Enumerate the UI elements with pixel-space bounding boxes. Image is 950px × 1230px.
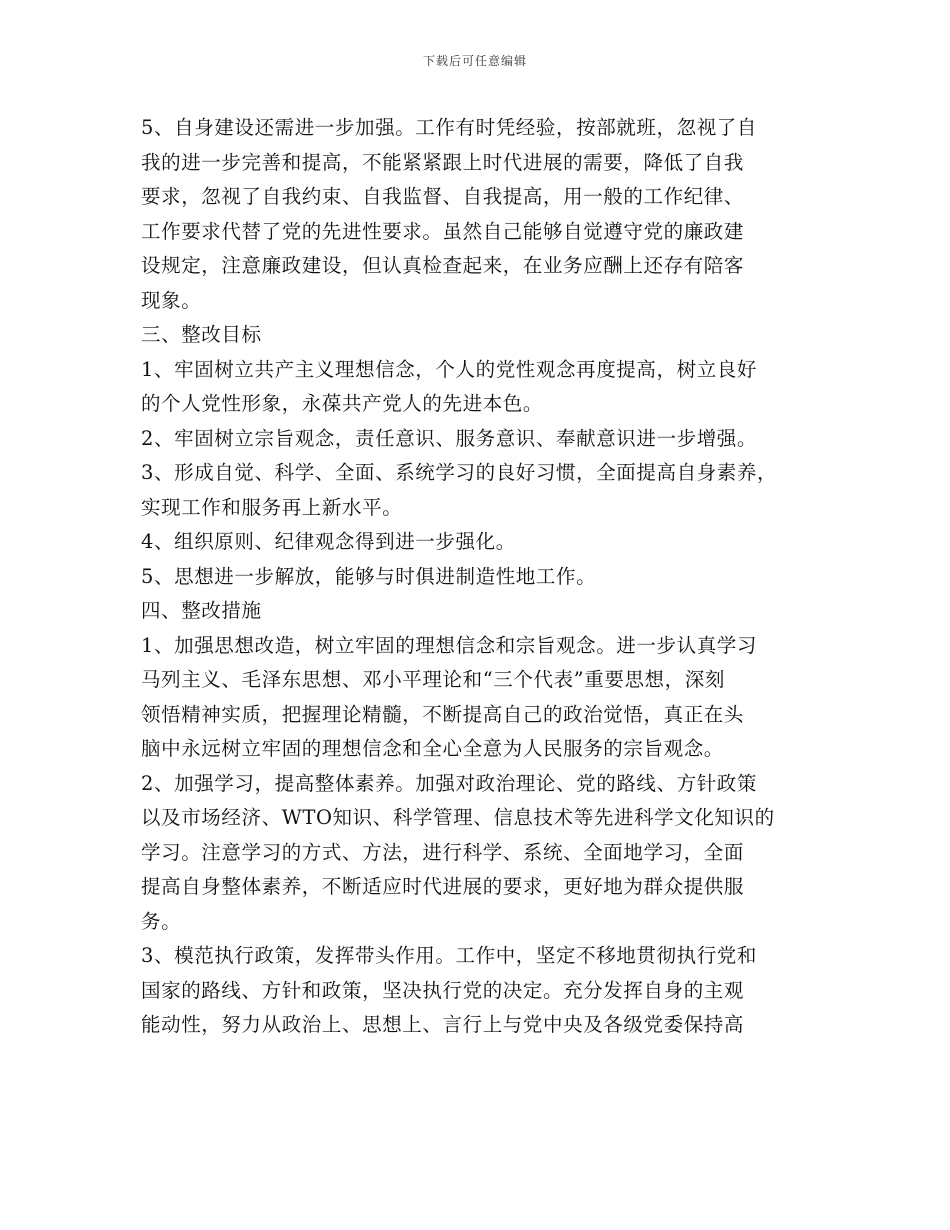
section-heading: 三、整改目标 [141, 323, 262, 346]
text-line: 脑中永远树立牢固的理想信念和全心全意为人民服务的宗旨观念。 [141, 737, 724, 760]
text-line: 我的进一步完善和提高，不能紧紧跟上时代进展的需要，降低了自我 [141, 150, 745, 174]
text-line: 要求，忽视了自我约束、自我监督、自我提高，用一般的工作纪律、 [141, 185, 745, 208]
text-line: 工作要求代替了党的先进性要求。虽然自己能够自觉遵守党的廉政建 [141, 219, 745, 243]
page-header-note: 下载后可任意编辑 [422, 54, 527, 68]
text-line: 1、加强思想改造，树立牢固的理想信念和宗旨观念。进一步认真学习 [141, 633, 758, 657]
text-line: 2、加强学习，提高整体素养。加强对政治理论、党的路线、方针政策 [141, 771, 758, 795]
section-heading: 四、整改措施 [141, 599, 262, 622]
text-line: 3、形成自觉、科学、全面、系统学习的良好习惯，全面提高自身素养， [141, 461, 778, 484]
text-line: 3、模范执行政策，发挥带头作用。工作中，坚定不移地贯彻执行党和 [141, 944, 758, 967]
text-line: 领悟精神实质，把握理论精髓，不断提高自己的政治觉悟，真正在头 [141, 702, 745, 726]
text-line: 5、思想进一步解放，能够与时俱进制造性地工作。 [141, 564, 597, 588]
text-line: 现象。 [141, 288, 202, 312]
document-body [141, 111, 831, 1043]
text-line: 务。 [141, 909, 182, 933]
text-line: 国家的路线、方针和政策，坚决执行党的决定。充分发挥自身的主观 [141, 978, 745, 1002]
text-line: 4、组织原则、纪律观念得到进一步强化。 [141, 530, 516, 553]
text-line: 设规定，注意廉政建设，但认真检查起来，在业务应酬上还存有陪客 [141, 254, 745, 277]
text-line: 1、牢固树立共产主义理想信念，个人的党性观念再度提高，树立良好 [141, 357, 758, 381]
text-line: 提高自身整体素养，不断适应时代进展的要求，更好地为群众提供服 [141, 875, 745, 898]
text-line: 以及市场经济、WTO知识、科学管理、信息技术等先进科学文化知识的 [141, 806, 775, 829]
text-line: 的个人党性形象，永葆共产党人的先进本色。 [141, 392, 544, 415]
text-line: 马列主义、毛泽东思想、邓小平理论和“三个代表”重要思想，深刻 [141, 668, 725, 691]
text-line: 5、自身建设还需进一步加强。工作有时凭经验，按部就班，忽视了自 [141, 116, 758, 139]
text-line: 能动性，努力从政治上、思想上、言行上与党中央及各级党委保持高 [141, 1013, 745, 1036]
text-line: 实现工作和服务再上新水平。 [141, 495, 403, 519]
text-line: 学习。注意学习的方式、方法，进行科学、系统、全面地学习，全面 [141, 840, 745, 864]
text-line: 2、牢固树立宗旨观念，责任意识、服务意识、奉献意识进一步增强。 [141, 426, 758, 450]
